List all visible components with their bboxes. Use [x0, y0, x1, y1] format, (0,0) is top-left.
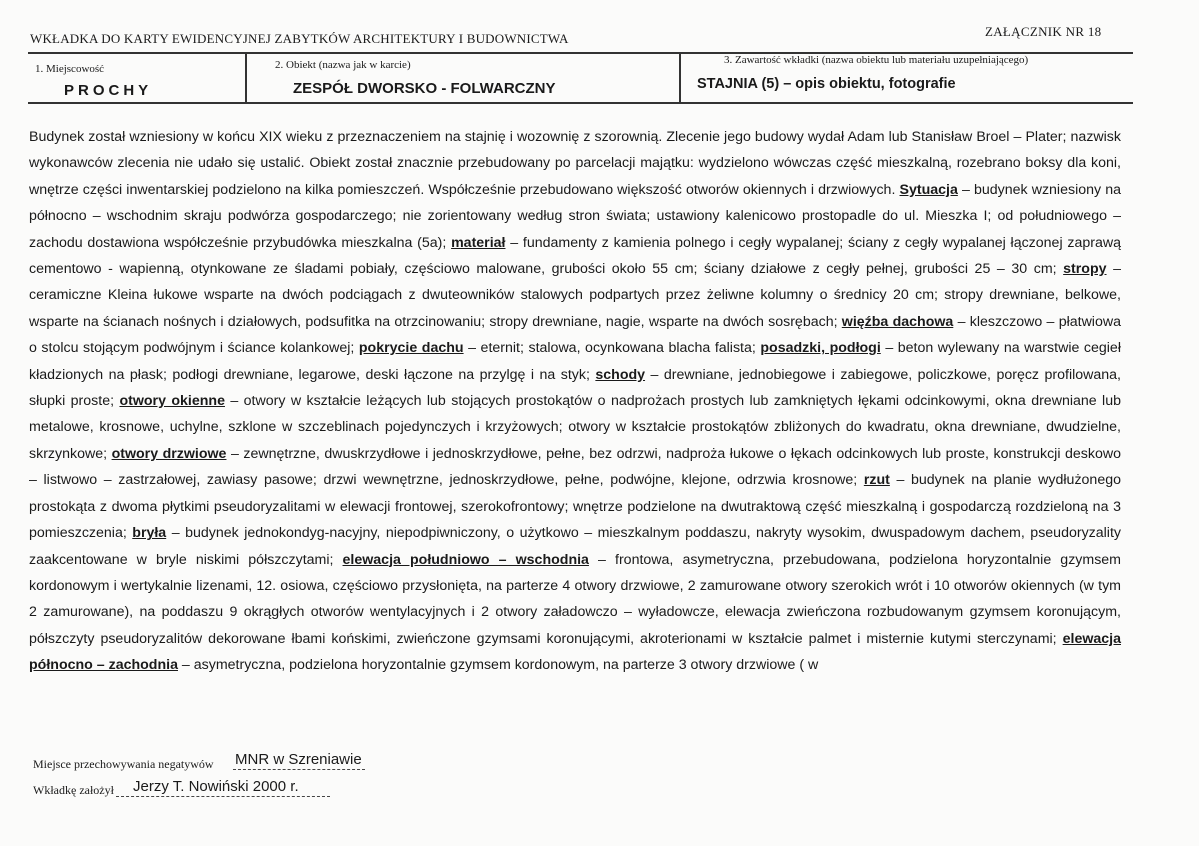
field-divider-2 — [679, 53, 681, 103]
text-otwory-okienne: – otwory w kształcie leżących lub stojących prostokątów o nadprożach prostych lub zamkniętych łękami odcinkowymi, okna drewniane lub metalowe, krosnowe, uchylne, szklone w szczeblinach pojedynczych i krzyżowych; otwory w kształcie prostokątów zbliżonych do kwadratu, okna drewniane, dwudzielne, skrzynkowe; — [29, 393, 1121, 462]
text-pokrycie: – eternit; stalowa, ocynkowana blacha falista; — [463, 340, 761, 357]
keyword-stropy: stropy — [1063, 261, 1107, 278]
text-bryla: – budynek jednokondyg-nacyjny, niepodpiwniczony, o użytkowo – mieszkalnym poddaszu, nakryty wysokim, dwuspadowym dachem, pseudoryzality zaakcentowane w bryle niskimi półszczytami; — [29, 525, 1121, 568]
field-divider-1 — [245, 53, 247, 103]
content-value: STAJNIA (5) – opis obiektu, fotografie — [697, 76, 956, 92]
location-label: 1. Miejscowość — [35, 63, 105, 75]
keyword-pokrycie: pokrycie dachu — [358, 340, 464, 357]
text-otwory-drzwiowe: – zewnętrzne, dwuskrzydłowe i jednoskrzydłowe, pełne, bez odrzwi, nadproża łukowe o łękach odcinkowych lub proste, konstrukcji deskowo – listwowo – zastrzałowej, zawiasy pasowe; drzwi wewnętrzne, jednoskrzydłowe, pełne, podwójne, klejone, odrzwia krosnowe; — [29, 445, 1121, 489]
author-value: Jerzy T. Nowiński 2000 r. — [116, 778, 330, 797]
intro-text: Budynek został wzniesiony w końcu XIX wieku z przeznaczeniem na stajnię i wozownię z szorownią. Zlecenie jego budowy wydał Adam lub Stanisław Broel – Plater; nazwisk wykonawców zlecenia nie udało się ustalić. Obiekt został znacznie przebudowany po parcelacji majątku: wydzielono wówczas część mieszkalną, rozebrano boksy dla koni, wnętrze części inwentarskiej podzielono na kilka pomieszczeń. Współcześnie przebudowano większość otworów okiennych i drzwiowych. — [29, 129, 1121, 198]
annex-number: ZAŁĄCZNIK NR 18 — [985, 24, 1102, 39]
text-sytuacja: – budynek wzniesiony na północno – wschodnim skraju podwórza gospodarczego; nie zorientowany według stron świata; ustawiony kalenicowo prostopadle do ul. Mieszka I; od południowego – zachodu dostawiona współcześnie przybudówka mieszkalna (5a); — [29, 181, 1121, 251]
keyword-elewacja-pn-zach: elewacja północno – zachodnia — [29, 630, 1121, 674]
keyword-bryla: bryła — [132, 525, 167, 542]
text-rzut: – budynek na planie wydłużonego prostokąta z dwoma płytkimi pseudoryzalitami w elewacji frontowej, szerokofrontowy; wnętrze podzielone na dwutraktową część mieszkalną i gospodarczą rozdzieloną na 3 pomieszczenia; — [29, 472, 1121, 542]
text-stropy: – ceramiczne Kleina łukowe wsparte na dwóch podciągach z dwuteowników stalowych podpartych przez żeliwne kolumny o średnicy 20 cm; stropy drewniane, belkowe, wsparte na ścianach nośnych i działowych, podsufitka na otrzcinowaniu; stropy drewniane, nagie, wsparte na dwóch sosrębach; — [29, 261, 1121, 330]
content-label: 3. Zawartość wkładki (nazwa obiektu lub materiału uzupełniającego) — [724, 54, 1029, 66]
description-text — [29, 124, 1121, 679]
negatives-value: MNR w Szreniawie — [233, 751, 365, 770]
text-elewacja-pn-zach: – asymetryczna, podzielona horyzontalnie gzymsem kordonowym, na parterze 3 otwory drzwiowe ( w — [177, 657, 819, 674]
keyword-posadzki: posadzki, podłogi — [760, 340, 881, 357]
keyword-rzut: rzut — [863, 472, 890, 489]
keyword-material: materiał — [451, 234, 506, 251]
object-value: ZESPÓŁ DWORSKO - FOLWARCZNY — [293, 80, 556, 97]
keyword-sytuacja: Sytuacja — [899, 181, 958, 198]
author-label: Wkładkę założył — [33, 783, 114, 797]
keyword-otwory-okienne: otwory okienne — [119, 393, 225, 410]
keyword-elewacja-pd-wsch: elewacja południowo – wschodnia — [342, 551, 589, 568]
location-value: PROCHY — [64, 82, 153, 99]
negatives-label: Miejsce przechowywania negatywów — [33, 757, 214, 771]
text-elewacja-pd-wsch: – frontowa, asymetryczna, przebudowana, podzielona horyzontalnie gzymsem kordonowym i wertykalnie lizenami, 12. osiowa, częściowo przysłonięta, na parterze 4 otwory drzwiowe, 2 zamurowane otwory szerokich wrót i 10 otworów okiennych (w tym 2 zamurowane), na poddaszu 9 okrągłych otworów wentylacyjnych i 2 otwory załadowczo – wyładowcze, elewacja zwieńczona rozbudowanym gzymsem koronującym, półszczyty pseudoryzalitów dekorowane łbami końskimi, zwieńczone gzymsami koronującymi, akroterionami w kształcie palmet i misternie kutymi sterczynami; — [29, 551, 1122, 647]
text-material: – fundamenty z kamienia polnego i cegły wypalanej; ściany z cegły wypalanej łączonej zaprawą cementowo - wapienną, otynkowane ze śladami pobiały, częściowo malowane, grubości około 55 cm; ściany działowe z cegły pełnej, grubości 25 – 30 cm; — [29, 234, 1121, 278]
keyword-otwory-drzwiowe: otwory drzwiowe — [111, 445, 227, 462]
keyword-schody: schody — [595, 366, 646, 383]
text-schody: – drewniane, jednobiegowe i zabiegowe, policzkowe, poręcz profilowana, słupki proste; — [29, 366, 1121, 410]
text-wiezba: – kleszczowo – płatwiowa o stolcu stojącym podwójnym i ściance kolankowej; — [29, 313, 1121, 357]
keyword-wiezba: więźba dachowa — [841, 313, 954, 330]
header-bottom-rule — [28, 102, 1133, 104]
text-posadzki: – beton wylewany na warstwie cegieł kładzionych na płask; podłogi drewniane, legarowe, deski łączone na przylgę i na styk; — [29, 340, 1121, 383]
object-label: 2. Obiekt (nazwa jak w karcie) — [275, 59, 411, 71]
document-title: WKŁADKA DO KARTY EWIDENCYJNEJ ZABYTKÓW ARCHITEKTURY I BUDOWNICTWA — [30, 31, 569, 46]
